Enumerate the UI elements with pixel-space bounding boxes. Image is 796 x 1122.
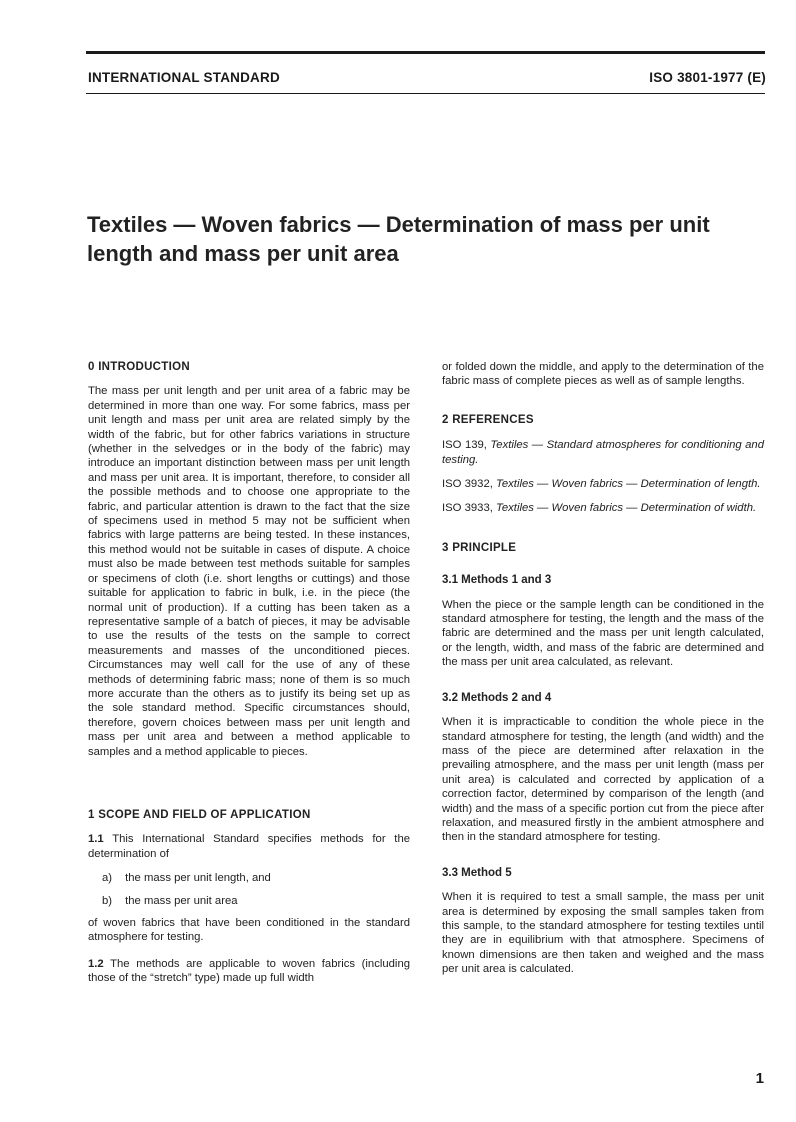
right-column — [442, 360, 764, 977]
scope-item-a-label: a) — [102, 872, 113, 885]
reference-code: ISO 139, — [442, 439, 487, 452]
reference-item — [442, 501, 764, 515]
intro-heading: 0 INTRODUCTION — [88, 361, 190, 373]
section-3-2-body: When it is impracticable to condition the whole piece in the standard atmosphere for testing, the length (and width) and the mass of the piece are determined after relaxation in the prevailing atmosphere, and the mass per unit length (mass per unit area) is calculated and corrected by application of a correction factor, determined by comparison of the length (and width) and the mass of a specific portion cut from the piece after relaxation, and measured firstly in the ambient atmosphere and then in the standard atmosphere for testing. — [442, 716, 764, 844]
reference-title: Textiles — Woven fabrics — Determination of width. — [496, 502, 757, 515]
reference-item — [442, 438, 764, 467]
scope-para-2-number: 1.2 — [88, 957, 104, 970]
top-rule — [86, 51, 765, 54]
scope-para-2-continued: or folded down the middle, and apply to the determination of the fabric mass of complete pieces as well as of sample lengths. — [442, 361, 764, 388]
header-standard-label: INTERNATIONAL STANDARD — [88, 70, 280, 85]
references-heading: 2 REFERENCES — [442, 413, 534, 426]
scope-item-a-text: the mass per unit length, and — [125, 872, 271, 885]
reference-code: ISO 3933, — [442, 502, 493, 515]
document-title — [87, 210, 777, 268]
scope-item-b — [88, 894, 410, 908]
section-3-1-heading: 3.1 Methods 1 and 3 — [442, 574, 552, 587]
scope-item-a — [88, 871, 410, 885]
section-3-1-body: When the piece or the sample length can be conditioned in the standard atmosphere for testing, the length and the mass of the fabric are determined and the mass per unit length calculated, or the length, width, and mass of the fabric are determined and the mass per unit area calculated, as relevant. — [442, 598, 764, 669]
reference-title: Textiles — Standard atmospheres for conditioning and testing. — [442, 439, 764, 466]
header-document-number: ISO 3801-1977 (E) — [649, 70, 766, 85]
scope-para-2 — [88, 957, 410, 986]
section-3-2-heading: 3.2 Methods 2 and 4 — [442, 691, 552, 704]
scope-para-2-text: The methods are applicable to woven fabrics (including those of the “stretch” type) made up full width — [88, 957, 411, 985]
title-line-1: Textiles — Woven fabrics — Determination of mass per unit — [87, 212, 710, 237]
scope-item-b-label: b) — [102, 894, 113, 907]
intro-body: The mass per unit length and per unit area of a fabric may be determined in more than one way. For some fabrics, mass per unit length and mass per unit area are related simply by the width of the fabric, but for other fabrics variations in structure (whether in the selvedges or in the body of the fabric) may introduce an important distinction between mass per unit length and mass per unit area. It is important, therefore, to consider all the possible methods and to choose one appropriate to the fabric, and particular attention is drawn to the fact that the size of specimens used in method 5 may not be sufficient when fabrics with large patterns are being tested. In these instances, this method would not be suitable in cases of dispute. A choice must also be made between test methods suitable for samples or specimens of cloth (i.e. short lengths or cuttings) and those suitable for application to fabric in bulk, i.e. in the piece (the normal unit of production). If a cutting has been taken as a representative sample of a batch of pieces, it may be advisable to use the results of the tests on the sample to correct measurements and masses of the unconditioned pieces. Circumstances may well call for the use of any of these methods of determining fabric mass; none of them is so much more accurate than the others as to justify its being set up as the sole standard method. Specific circumstances should, therefore, govern choices between mass per unit length and mass per unit area and between a method applicable to samples and a method applicable to pieces. — [88, 385, 410, 758]
reference-title: Textiles — Woven fabrics — Determination of length. — [496, 478, 761, 491]
reference-code: ISO 3932, — [442, 478, 493, 491]
header-rule — [86, 93, 765, 94]
scope-para-1 — [88, 832, 410, 861]
scope-para-1-number: 1.1 — [88, 833, 104, 846]
scope-para-1-tail: of woven fabrics that have been conditioned in the standard atmosphere for testing. — [88, 917, 410, 944]
page-number: 1 — [755, 1070, 764, 1087]
title-line-2: length and mass per unit area — [87, 241, 399, 266]
left-column — [88, 360, 410, 986]
reference-item — [442, 477, 764, 491]
scope-item-b-text: the mass per unit area — [125, 894, 238, 907]
scope-para-1-text: This International Standard specifies methods for the determination of — [88, 833, 411, 860]
section-3-3-heading: 3.3 Method 5 — [442, 866, 512, 879]
section-3-3-body: When it is required to test a small sample, the mass per unit area is determined by exposing the small samples taken from this sample, to the standard atmosphere for testing textiles until they are in equilibrium with that atmosphere. Specimens of known dimensions are then taken and weighed and the mass per unit area is calculated. — [442, 891, 764, 976]
principle-heading: 3 PRINCIPLE — [442, 541, 517, 554]
scope-heading: 1 SCOPE AND FIELD OF APPLICATION — [88, 808, 311, 821]
